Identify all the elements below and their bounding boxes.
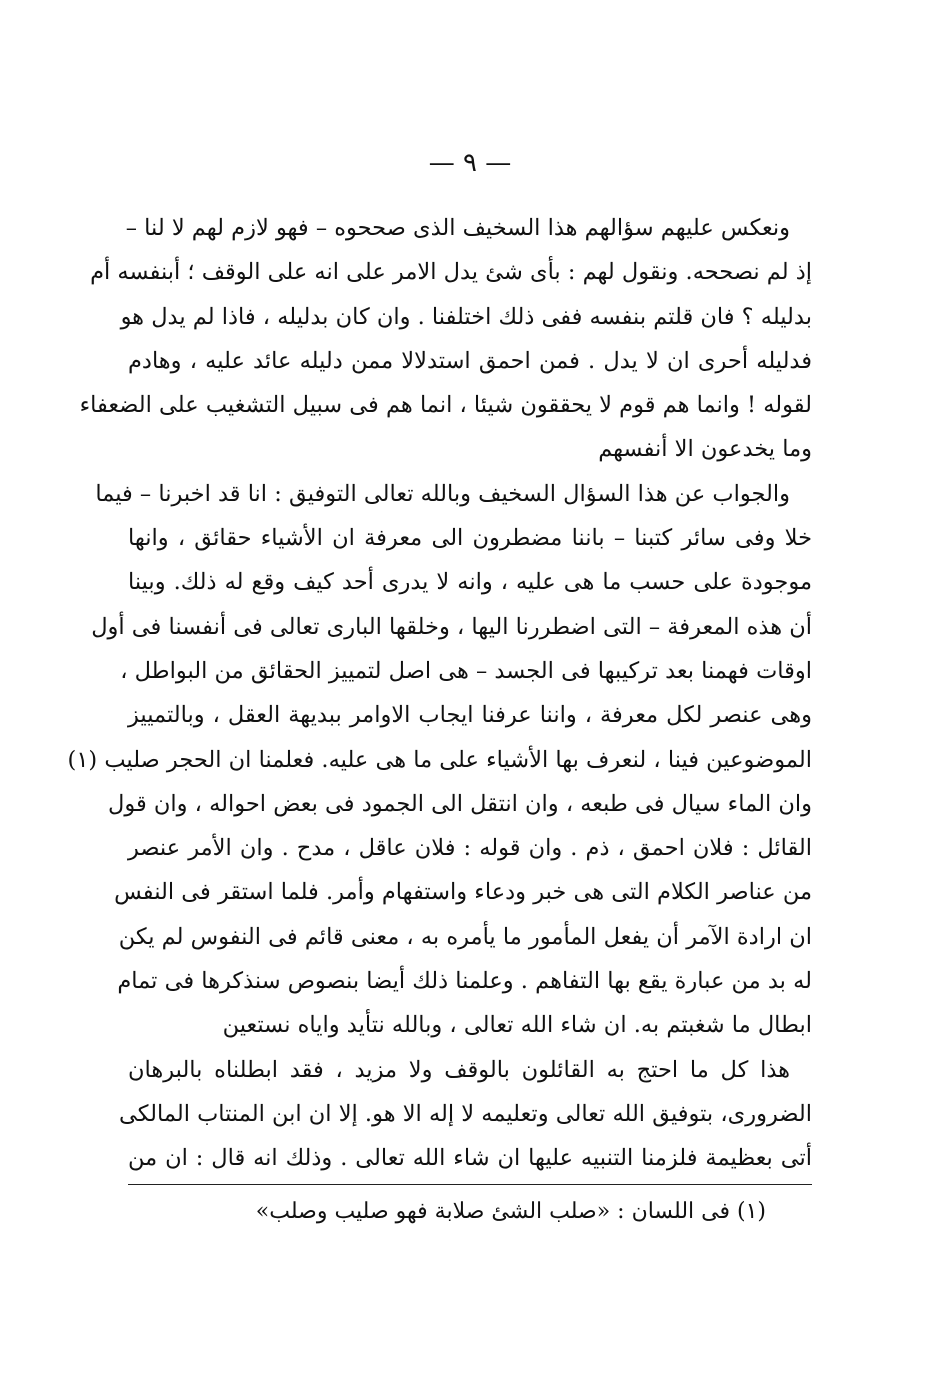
text-line: الضرورى، بتوفيق الله تعالى وتعليمه لا إله الا هو. إلا ان ابن المنتاب المالكى bbox=[118, 1100, 812, 1127]
text-line: اوقات فهمنا بعد تركيبها فى الجسد – هى اصل لتمييز الحقائق من البواطل ، bbox=[120, 657, 812, 684]
text-line: وما يخدعون الا أنفسهم bbox=[598, 436, 812, 463]
text-line: خلا وفى سائر كتبنا – باننا مضطرون الى معرفة ان الأشياء حقائق ، وانها bbox=[128, 525, 812, 552]
text-line: هذا كل ما احتج به القائلون بالوقف ولا مزيد ، فقد ابطلناه بالبرهان bbox=[128, 1056, 790, 1083]
text-line: وان الماء سيال فى طبعه ، وان انتقل الى الجمود فى بعض احواله ، وان قول bbox=[108, 790, 812, 817]
text-line: الموضوعين فينا ، لنعرف بها الأشياء على ما هى عليه. فعلمنا ان الحجر صليب (١) bbox=[67, 746, 812, 773]
footnote-divider bbox=[128, 1184, 812, 1185]
text-line: موجودة على حسب ما هى عليه ، وانه لا يدرى أحد كيف وقع له ذلك. وبينا bbox=[128, 569, 812, 596]
footnote: (١) فى اللسان : «صلب الشئ صلابة فهو صليب وصلب» bbox=[255, 1199, 766, 1224]
body-text bbox=[67, 206, 812, 1181]
text-line: له بد من عبارة يقع بها التفاهم . وعلمنا ذلك أيضا بنصوص سنذكرها فى تمام bbox=[117, 968, 812, 995]
text-line: إذ لم نصححه. ونقول لهم : بأى شئ يدل الامر على انه على الوقف ؛ أبنفسه أم bbox=[90, 259, 812, 286]
text-line: فدليله أحرى ان لا يدل . فمن احمق استدلالا ممن دليله عائد عليه ، وهادم bbox=[128, 347, 812, 374]
page-number: — ٩ — bbox=[428, 148, 512, 178]
text-line: لقوله ! وانما هم قوم لا يحققون شيئا ، انما هم فى سبيل التشغيب على الضعفاء bbox=[79, 392, 812, 419]
text-line: ونعكس عليهم سؤالهم هذا السخيف الذى صححوه – فهو لازم لهم لا لنا – bbox=[125, 215, 790, 241]
text-line: أن هذه المعرفة – التى اضطررنا اليها ، وخلقها البارى تعالى فى أنفسنا فى أول bbox=[91, 613, 812, 640]
text-line: ان ارادة الآمر أن يفعل المأمور ما يأمره به ، معنى قائم فى النفوس لم يكن bbox=[118, 923, 812, 950]
text-line: أتى بعظيمة فلزمنا التنبيه عليها ان شاء الله تعالى . وذلك انه قال : ان من bbox=[128, 1145, 812, 1172]
book-page bbox=[67, 140, 812, 1270]
text-line: القائل : فلان احمق ، ذم . وان قوله : فلان عاقل ، مدح . وان الأمر عنصر bbox=[128, 835, 812, 862]
text-line: من عناصر الكلام التى هى خبر ودعاء واستفهام وأمر. فلما استقر فى النفس bbox=[114, 879, 812, 906]
text-line: ابطال ما شغبتم به. ان شاء الله تعالى ، وبالله نتأيد واياه نستعين bbox=[222, 1012, 812, 1039]
text-line: والجواب عن هذا السؤال السخيف وبالله تعالى التوفيق : انا قد اخبرنا – فيما bbox=[95, 480, 790, 507]
text-line: وهى عنصر لكل معرفة ، واننا عرفنا ايجاب الاوامر ببديهة العقل ، وبالتمييز bbox=[128, 702, 812, 729]
text-line: بدليله ؟ فان قلتم بنفسه ففى ذلك اختلفنا . وان كان بدليله ، فاذا لم يدل هو bbox=[120, 303, 812, 330]
